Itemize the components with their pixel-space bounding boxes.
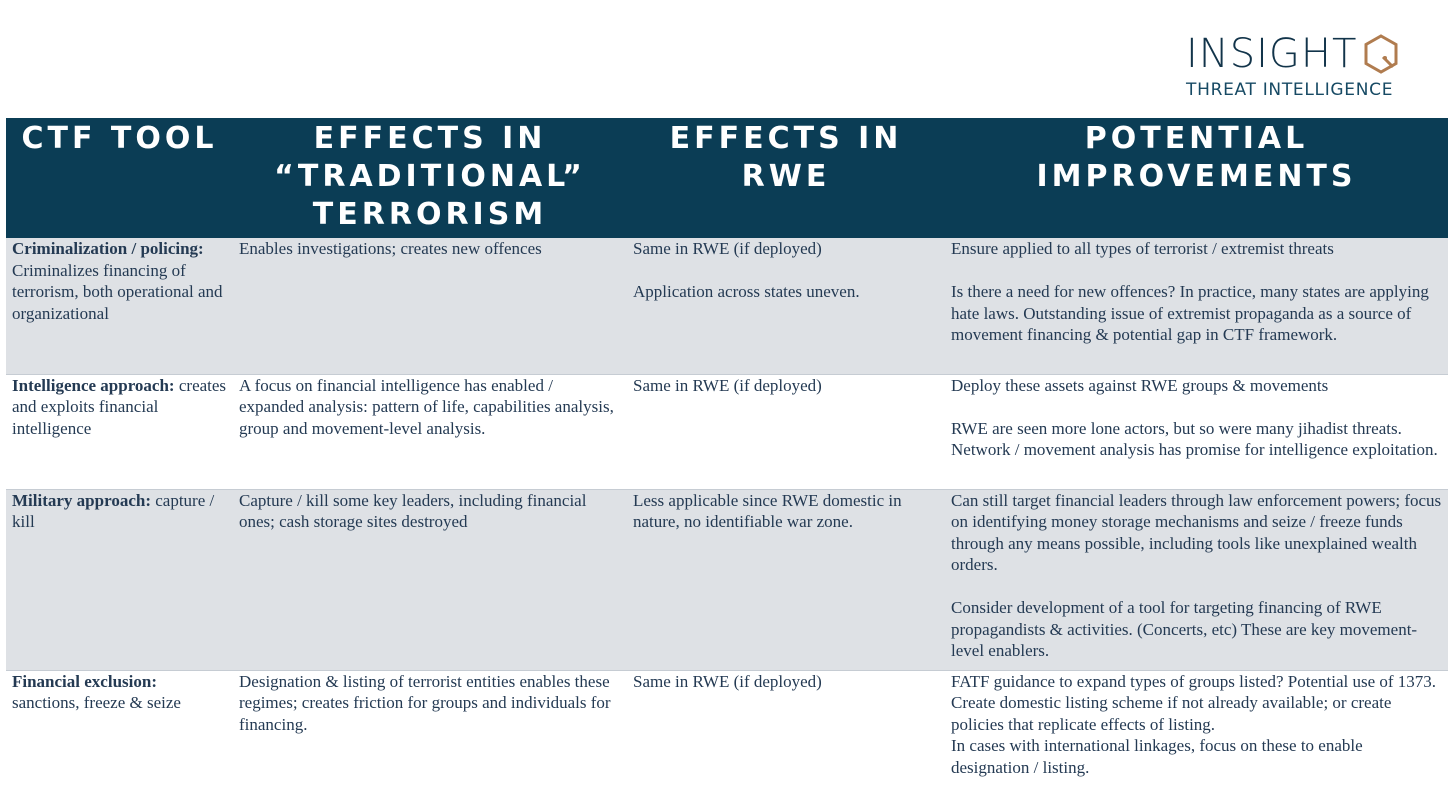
tool-name: Financial exclusion: [12,671,157,691]
tool-cell [6,489,233,670]
improvements-cell [945,238,1448,374]
tool-name: Intelligence approach: [12,375,175,395]
rwe-text: Same in RWE (if deployed) [633,671,822,691]
traditional-text: Designation & listing of terrorist entities enables these regimes; creates friction for groups and individuals for financing. [239,671,611,734]
tool-description: Criminalizes financing of terrorism, both operational and organizational [12,260,223,323]
improvement-text: RWE are seen more lone actors, but so were many jihadist threats. Network / movement analysis has promise for intelligence exploitation. [951,418,1438,459]
improvement-text: Can still target financial leaders through law enforcement powers; focus on identifying money storage mechanisms and seize / freeze funds through any means possible, including tools like unexplained wealth orders. [951,490,1442,574]
improvements-cell [945,670,1448,784]
table-row [6,238,1448,374]
traditional-text: Enables investigations; creates new offences [239,239,542,258]
improvements-cell [945,489,1448,670]
rwe-text: Same in RWE (if deployed) [633,239,822,258]
header-ctf-tool: CTF TOOL [6,118,233,238]
tool-name: Military approach: [12,490,151,510]
logo-subtitle: THREAT INTELLIGENCE [1186,80,1394,100]
table-row [6,489,1448,670]
tool-description: capture / kill [12,490,215,531]
table-header-row [6,118,1448,238]
tool-cell [6,670,233,784]
header-potential-improvements: POTENTIAL IMPROVEMENTS [945,118,1448,238]
ctf-tools-table [6,118,1448,784]
improvement-text: Deploy these assets against RWE groups & movements [951,375,1329,395]
insight-logo [1186,32,1426,104]
header-effects-traditional: EFFECTS IN “TRADITIONAL” TERRORISM [233,118,627,238]
rwe-effects-cell [627,374,945,489]
traditional-effects-cell [233,489,627,670]
table-row [6,374,1448,489]
improvement-text: Consider development of a tool for targeting financing of RWE propagandists & activities. (Concerts, etc) These are key movement-level enablers. [951,598,1418,660]
header-effects-rwe: EFFECTS IN RWE [627,118,945,238]
logo-title: INSIGHT [1186,31,1358,77]
improvement-text: In cases with international linkages, focus on these to enable designation / listing. [951,736,1363,777]
tool-cell [6,374,233,489]
traditional-effects-cell [233,374,627,489]
tool-description: sanctions, freeze & seize [12,693,181,712]
rwe-text: Less applicable since RWE domestic in nature, no identifiable war zone. [633,490,902,531]
traditional-text: Capture / kill some key leaders, including financial ones; cash storage sites destroyed [239,490,587,531]
rwe-effects-cell [627,670,945,784]
improvement-text: Create domestic listing scheme if not already available; or create policies that replicate effects of listing. [951,693,1392,734]
tool-name: Criminalization / policing: [12,239,204,258]
improvements-cell [945,374,1448,489]
rwe-effects-cell [627,238,945,374]
improvement-text: Is there a need for new offences? In practice, many states are applying hate laws. Outstanding issue of extremist propaganda as a source of movement financing & potential gap in CTF framework. [951,282,1429,344]
improvement-text: Ensure applied to all types of terrorist / extremist threats [951,239,1334,258]
rwe-text: Application across states uneven. [633,282,860,301]
improvement-text: FATF guidance to expand types of groups listed? Potential use of 1373. [951,671,1437,691]
table-row [6,670,1448,784]
hexagon-q-logo-mark-icon [1363,34,1399,74]
tool-cell [6,238,233,374]
tool-description: creates and exploits financial intelligence [12,375,227,438]
rwe-text: Same in RWE (if deployed) [633,375,822,395]
logo-top [1186,32,1426,76]
traditional-text: A focus on financial intelligence has enabled / expanded analysis: pattern of life, capabilities analysis, group and movement-level analysis. [239,375,614,438]
traditional-effects-cell [233,670,627,784]
traditional-effects-cell [233,238,627,374]
rwe-effects-cell [627,489,945,670]
